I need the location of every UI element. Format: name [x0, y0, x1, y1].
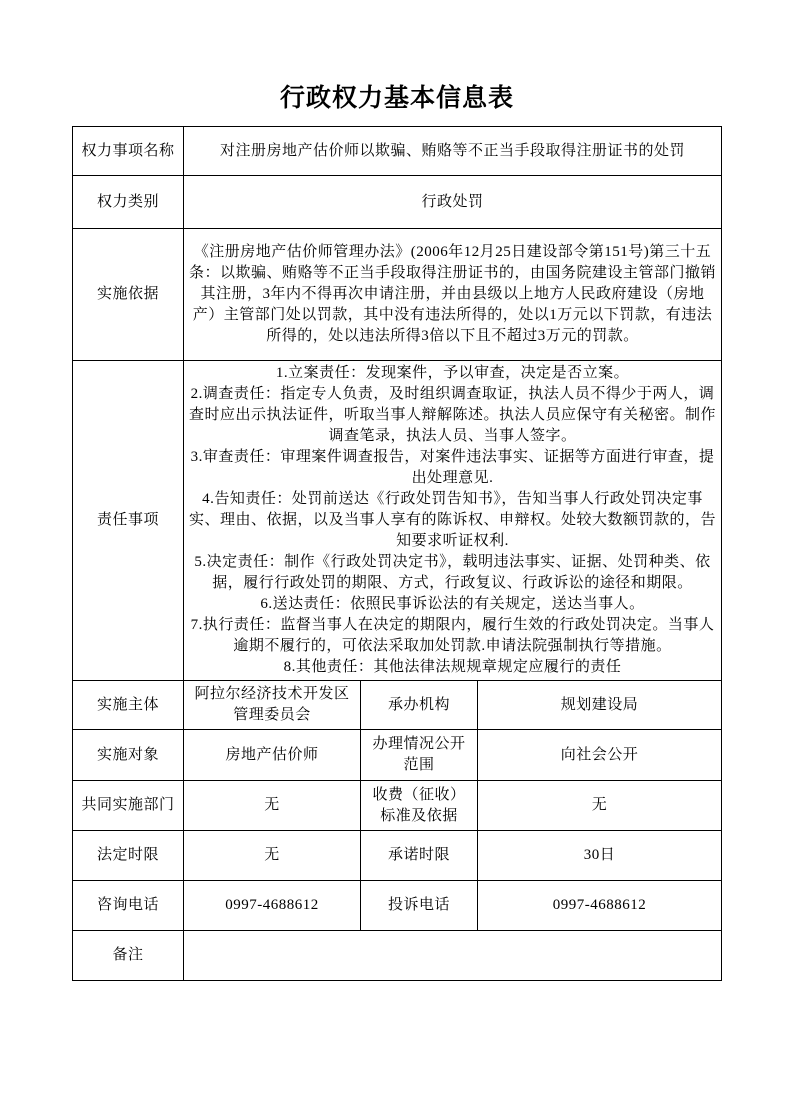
row-target: [73, 730, 722, 781]
duty-item: 3.审查责任：审理案件调查报告，对案件违法事实、证据等方面进行审查，提出处理意见.: [190, 449, 715, 486]
duties-list: [184, 361, 722, 681]
row-implementer: [73, 681, 722, 730]
value-implementer: 阿拉尔经济技术开发区管理委员会: [184, 681, 361, 730]
row-duties: [73, 361, 722, 681]
duty-item: 4.告知责任：处罚前送达《行政处罚告知书》，告知当事人行政处罚决定事实、理由、依据，以及当事人享有的陈诉权、申辩权。处较大数额罚款的，告知要求听证权利.: [189, 491, 717, 549]
value-category: 行政处罚: [184, 176, 722, 229]
value-consult-phone: 0997-4688612: [184, 881, 361, 931]
duty-item: 5.决定责任：制作《行政处罚决定书》，载明违法事实、证据、处罚种类、依据，履行行政处罚的期限、方式，行政复议、行政诉讼的途径和期限。: [194, 554, 711, 591]
duty-item: 7.执行责任：监督当事人在决定的期限内，履行生效的行政处罚决定。当事人逾期不履行的，可依法采取加处罚款.申请法院强制执行等措施。: [190, 617, 715, 654]
label-promised-limit: 承诺时限: [361, 831, 478, 881]
row-remarks: [73, 931, 722, 981]
value-disclosure: 向社会公开: [478, 730, 722, 781]
info-table: [72, 126, 722, 981]
label-joint-depts: 共同实施部门: [73, 781, 184, 831]
value-joint-depts: 无: [184, 781, 361, 831]
row-time-limits: [73, 831, 722, 881]
label-agency: 承办机构: [361, 681, 478, 730]
label-basis: 实施依据: [73, 229, 184, 361]
label-implementer: 实施主体: [73, 681, 184, 730]
value-target: 房地产估价师: [184, 730, 361, 781]
label-duties: 责任事项: [73, 361, 184, 681]
value-basis: 《注册房地产估价师管理办法》(2006年12月25日建设部令第151号)第三十五条：以欺骗、贿赂等不正当手段取得注册证书的，由国务院建设主管部门撤销其注册，3年内不得再次申请注册，并由县级以上地方人民政府建设（房地产）主管部门处以罚款，其中没有违法所得的，处以1万元以下罚款，有违法所得的，处以违法所得3倍以下且不超过3万元的罚款。: [184, 229, 722, 361]
value-promised-limit: 30日: [478, 831, 722, 881]
duty-item: 6.送达责任：依照民事诉讼法的有关规定，送达当事人。: [260, 596, 645, 612]
label-remarks: 备注: [73, 931, 184, 981]
label-item-name: 权力事项名称: [73, 127, 184, 176]
value-item-name: 对注册房地产估价师以欺骗、贿赂等不正当手段取得注册证书的处罚: [184, 127, 722, 176]
label-category: 权力类别: [73, 176, 184, 229]
row-item-name: [73, 127, 722, 176]
row-phones: [73, 881, 722, 931]
value-remarks: [184, 931, 722, 981]
value-agency: 规划建设局: [478, 681, 722, 730]
label-complaint-phone: 投诉电话: [361, 881, 478, 931]
label-fees: 收费（征收）标准及依据: [361, 781, 478, 831]
duty-item: 8.其他责任：其他法律法规规章规定应履行的责任: [283, 659, 622, 675]
value-legal-limit: 无: [184, 831, 361, 881]
label-disclosure: 办理情况公开范围: [361, 730, 478, 781]
label-legal-limit: 法定时限: [73, 831, 184, 881]
row-joint-depts: [73, 781, 722, 831]
value-complaint-phone: 0997-4688612: [478, 881, 722, 931]
label-target: 实施对象: [73, 730, 184, 781]
label-consult-phone: 咨询电话: [73, 881, 184, 931]
duty-item: 1.立案责任：发现案件，予以审查，决定是否立案。: [275, 365, 630, 381]
duty-item: 2.调查责任：指定专人负责，及时组织调查取证，执法人员不得少于两人，调查时应出示执法证件，听取当事人辩解陈述。执法人员应保守有关秘密。制作调查笔录，执法人员、当事人签字。: [189, 386, 717, 444]
value-fees: 无: [478, 781, 722, 831]
row-basis: [73, 229, 722, 361]
page-title: 行政权力基本信息表: [279, 85, 514, 112]
row-category: [73, 176, 722, 229]
